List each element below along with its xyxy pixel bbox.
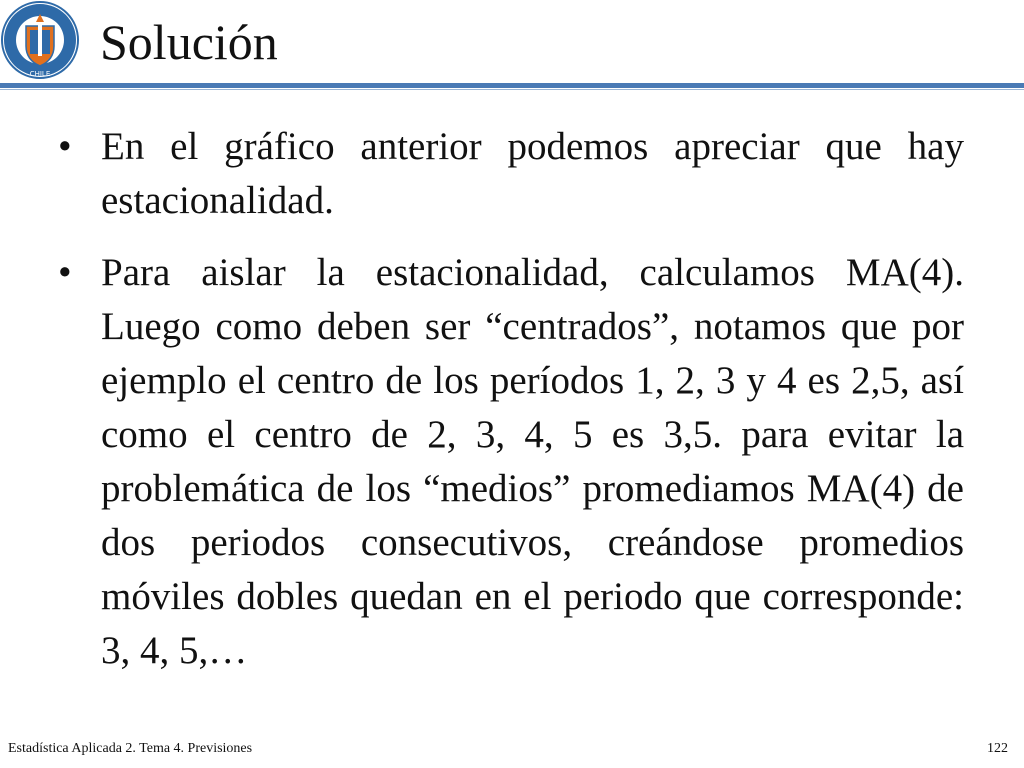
bullet-list [58, 120, 964, 696]
svg-text:CHILE: CHILE [29, 70, 51, 78]
bullet-text: En el gráfico anterior podemos apreciar que hay estacionalidad. [101, 125, 964, 222]
bullet-text: Para aislar la estacionalidad, calculamos MA(4). Luego como deben ser “centrados”, notamos que por ejemplo el centro de los períodos 1, 2, 3 y 4 es 2,5, así como el centro de 2, 3, 4, 5 es 3,5. para evitar la problemática de los “medios” promediamos MA(4) de dos periodos consecutivos, creándose promedios móviles dobles quedan en el periodo que corresponde: 3, 4, 5,… [101, 251, 964, 672]
footer-page-number: 122 [987, 741, 1008, 756]
bullet-item [58, 246, 964, 678]
footer-course-title: Estadística Aplicada 2. Tema 4. Previsiones [8, 741, 253, 756]
title-divider [0, 83, 1024, 88]
bullet-item [58, 120, 964, 228]
bullet-marker-icon: • [58, 125, 72, 168]
title-divider-thin [0, 89, 1024, 90]
university-seal-icon [0, 0, 80, 80]
bullet-marker-icon: • [58, 251, 72, 294]
slide-title: Solución [100, 14, 278, 70]
